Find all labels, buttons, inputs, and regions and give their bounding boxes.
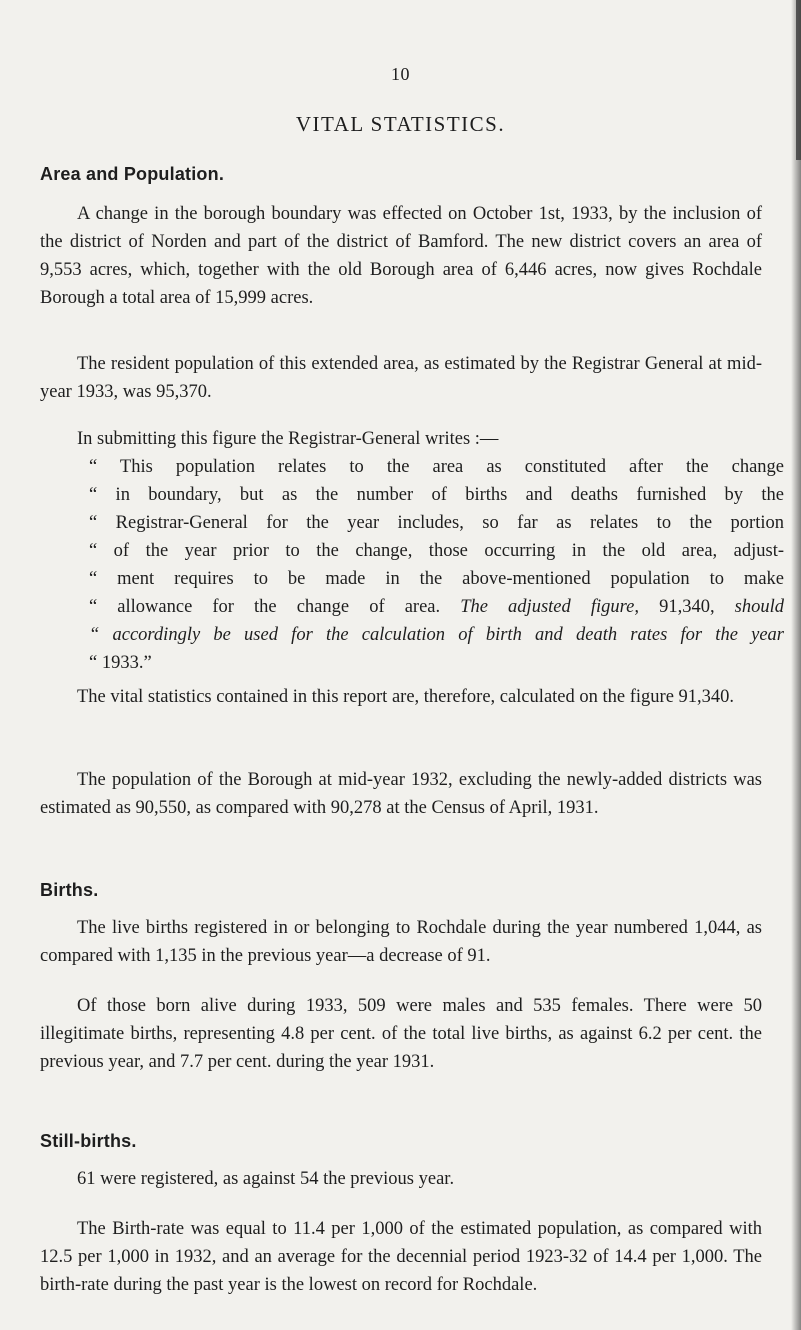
area-paragraph-5: The population of the Borough at mid-year 1932, excluding the newly-added districts was estimated as 90,550, as compared with 90,278 at the Census of April, 1931. (40, 770, 762, 818)
stillbirths-paragraph-1-wrap (40, 1165, 762, 1193)
quote-line-8: “ 1933.” (89, 653, 152, 673)
stillbirths-paragraph-2-wrap (40, 1215, 762, 1299)
page-number: 10 (391, 64, 410, 84)
area-paragraph-2: The resident population of this extended area, as estimated by the Registrar General at mid-year 1933, was 95,370. (40, 354, 762, 402)
births-paragraph-1-wrap (40, 914, 762, 970)
area-paragraph-3: In submitting this figure the Registrar-General writes :— (77, 429, 499, 449)
area-paragraph-3-wrap (40, 425, 762, 453)
quote-adjusted-figure: The adjusted figure, (460, 597, 639, 617)
section-stillbirths-heading-wrap (40, 1131, 762, 1152)
quote-line-6 (89, 593, 784, 621)
section-heading-area: Area and Population. (40, 164, 225, 184)
quote-line-2: “ in boundary, but as the number of births and deaths furnished by the (89, 485, 784, 505)
quote-line-1: “ This population relates to the area as constituted after the change (89, 457, 784, 477)
registrar-quote (57, 453, 784, 677)
quote-should: should (734, 597, 784, 617)
area-paragraph-5-wrap (40, 766, 762, 822)
quote-line-6-text: “ allowance for the change of area. (89, 597, 441, 617)
area-paragraph-2-wrap (40, 350, 762, 406)
section-area-heading-wrap (40, 164, 762, 185)
area-paragraph-4: The vital statistics contained in this report are, therefore, calculated on the figure 91,340. (77, 687, 735, 707)
quote-line-3: “ Registrar-General for the year includes, so far as relates to the portion (89, 513, 784, 533)
page-title: VITAL STATISTICS. (295, 112, 506, 136)
section-heading-births: Births. (40, 880, 99, 900)
quote-line-4: “ of the year prior to the change, those occurring in the old area, adjust- (89, 541, 784, 561)
area-paragraph-4-wrap (40, 683, 762, 711)
section-births-heading-wrap (40, 880, 762, 901)
quote-figure-number: 91,340, (659, 597, 715, 617)
quote-line-5: “ ment requires to be made in the above-mentioned population to make (89, 569, 784, 589)
section-heading-stillbirths: Still-births. (40, 1131, 137, 1151)
births-paragraph-1: The live births registered in or belonging to Rochdale during the year numbered 1,044, as compared with 1,135 in the previous year—a decrease of 91. (40, 918, 762, 966)
stillbirths-paragraph-2: The Birth-rate was equal to 11.4 per 1,000 of the estimated population, as compared with 12.5 per 1,000 in 1932, and an average for the decennial period 1923-32 of 14.4 per 1,000. The birth-rate during the past year is the lowest on record for Rochdale. (40, 1219, 762, 1295)
births-paragraph-2: Of those born alive during 1933, 509 were males and 535 females. There were 50 illegitimate births, representing 4.8 per cent. of the total live births, as against 6.2 per cent. the previous year, and 7.7 per cent. during the year 1931. (40, 996, 762, 1072)
stillbirths-paragraph-1: 61 were registered, as against 54 the previous year. (77, 1169, 455, 1189)
births-paragraph-2-wrap (40, 992, 762, 1076)
page-edge-shadow (791, 0, 801, 1330)
quote-line-7: “ accordingly be used for the calculation of birth and death rates for the year (89, 625, 784, 645)
area-paragraph-1: A change in the borough boundary was effected on October 1st, 1933, by the inclusion of the district of Norden and part of the district of Bamford. The new district covers an area of 9,553 acres, which, together with the old Borough area of 6,446 acres, now gives Rochdale Borough a total area of 15,999 acres. (40, 204, 762, 308)
area-paragraph-1-wrap (40, 200, 762, 312)
